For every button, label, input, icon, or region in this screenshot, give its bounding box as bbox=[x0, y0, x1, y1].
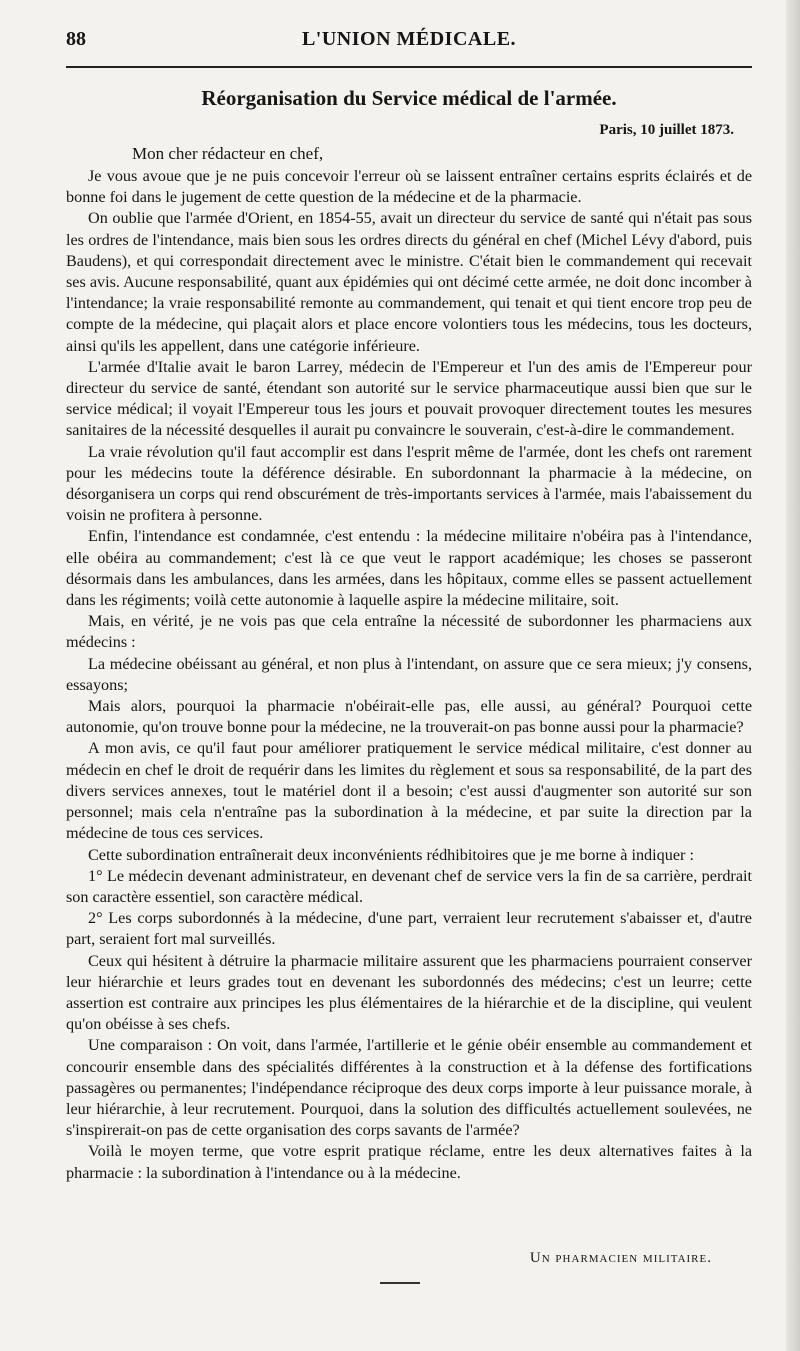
paragraph: Une comparaison : On voit, dans l'armée, l'artillerie et le génie obéir ensemble au commandement et concourir ensemble dans des spécialités différentes à la construction et à la défense des fortifications passagères ou permanentes; l'indépendance réciproque des deux corps importe à leur puissance morale, à leur hiérarchie, à leur recrutement. Pourquoi, dans la solution des difficultés actuellement soulevées, ne s'inspirerait-on pas de cette organisation des corps savants de l'armée? bbox=[66, 1036, 752, 1140]
page-header bbox=[66, 28, 752, 64]
end-rule bbox=[380, 1282, 420, 1284]
page-number: 88 bbox=[66, 28, 86, 50]
paragraph: Enfin, l'intendance est condamnée, c'est entendu : la médecine militaire n'obéira pas à l'intendance, elle obéira au commandement; c'est là ce que veut le rapport académique; les choses se passeront désormais dans les ambulances, dans les armées, dans les hôpitaux, comme elles se passent actuellement dans les régiments; voilà cette autonomie à laquelle aspire la médecine militaire, soit. bbox=[66, 527, 752, 610]
salutation: Mon cher rédacteur en chef, bbox=[132, 144, 324, 163]
header-rule bbox=[66, 66, 752, 68]
running-title: L'UNION MÉDICALE. bbox=[301, 28, 517, 50]
paragraph: On oublie que l'armée d'Orient, en 1854-55, avait un directeur du service de santé qui n'était pas sous les ordres de l'intendance, mais bien sous les ordres directs du général en chef (Michel Lévy d'abord, puis Baudens), et qui correspondait directement avec le ministre. C'était bien le commandement qui recevait ses avis. Aucune responsabilité, quant aux épidémies qui ont décimé cette armée, ne doit donc incomber à l'intendance; la vraie responsabilité remonte au commandement, qui tenait et qui tient encore trop peu de compte de la médecine, qui plaçait alors et place encore volontiers tous les médecins, tous les docteurs, ainsi qu'ils les appellent, dans une catégorie inférieure. bbox=[66, 209, 752, 355]
paragraph: La médecine obéissant au général, et non plus à l'intendant, on assure que ce sera mieux; j'y consens, essayons; bbox=[66, 654, 752, 694]
article-title: Réorganisation du Service médical de l'armée. bbox=[201, 86, 617, 110]
page-edge bbox=[786, 0, 800, 1351]
paragraph: Mais alors, pourquoi la pharmacie n'obéirait-elle pas, elle aussi, au général? Pourquoi cette autonomie, qu'on trouve bonne pour la médecine, ne la trouverait-on pas bonne aussi pour la pharmacie? bbox=[66, 697, 752, 737]
paragraph: 1° Le médecin devenant administrateur, en devenant chef de service vers la fin de sa carrière, perdrait son caractère essentiel, son caractère médical. bbox=[66, 866, 752, 906]
paragraph: Ceux qui hésitent à détruire la pharmacie militaire assurent que les pharmaciens pourraient conserver leur hiérarchie et leurs grades tout en devenant les subordonnés des médecins; c'est un leurre; cette assertion est contraire aux principes les plus élémentaires de la hiérarchie et de la discipline, qui veulent qu'on obéisse à ses chefs. bbox=[66, 951, 752, 1034]
paragraph: Je vous avoue que je ne puis concevoir l'erreur où se laissent entraîner certains esprits éclairés et de bonne foi dans le jugement de cette question de la médecine et de la pharmacie. bbox=[66, 167, 752, 207]
dateline: Paris, 10 juillet 1873. bbox=[599, 122, 734, 138]
paragraph: Mais, en vérité, je ne vois pas que cela entraîne la nécessité de subordonner les pharmaciens aux médecins : bbox=[66, 612, 752, 652]
paragraph: Voilà le moyen terme, que votre esprit pratique réclame, entre les deux alternatives faites à la pharmacie : la subordination à l'intendance ou à la médecine. bbox=[66, 1142, 752, 1182]
signature: Un pharmacien militaire. bbox=[529, 1250, 712, 1266]
paragraph: Cette subordination entraînerait deux inconvénients rédhibitoires que je me borne à indiquer : bbox=[88, 845, 694, 864]
paragraph: A mon avis, ce qu'il faut pour améliorer pratiquement le service médical militaire, c'est donner au médecin en chef le droit de requérir dans les limites du règlement et sous sa responsabilité, de la part des divers services annexes, tout le matériel dont il a besoin; c'est aussi d'augmenter son autorité sur son personnel; mais cela n'entraîne pas la subordination à la médecine, et par suite la direction par la médecine de tous ces services. bbox=[66, 739, 752, 843]
paragraph: La vraie révolution qu'il faut accomplir est dans l'esprit même de l'armée, dont les chefs ont rarement pour les médecins toute la déférence désirable. En subordonnant la pharmacie à la médecine, on désorganisera un corps qui rend obscurément de très-importants services à l'armée, mais l'abaissement du voisin ne profitera à personne. bbox=[66, 442, 752, 525]
paragraph: 2° Les corps subordonnés à la médecine, d'une part, verraient leur recrutement s'abaisser et, d'autre part, seraient fort mal surveillés. bbox=[66, 909, 752, 949]
paragraph: L'armée d'Italie avait le baron Larrey, médecin de l'Empereur et l'un des amis de l'Empereur pour directeur du service de santé, étendant son autorité sur le service pharmaceutique aussi bien que sur le service médical; il voyait l'Empereur tous les jours et pouvait provoquer directement toutes les mesures sanitaires de la nécessité desquelles il aurait pu convaincre le souverain, c'est-à-dire le commandement. bbox=[66, 357, 752, 440]
article-body bbox=[66, 166, 752, 1184]
